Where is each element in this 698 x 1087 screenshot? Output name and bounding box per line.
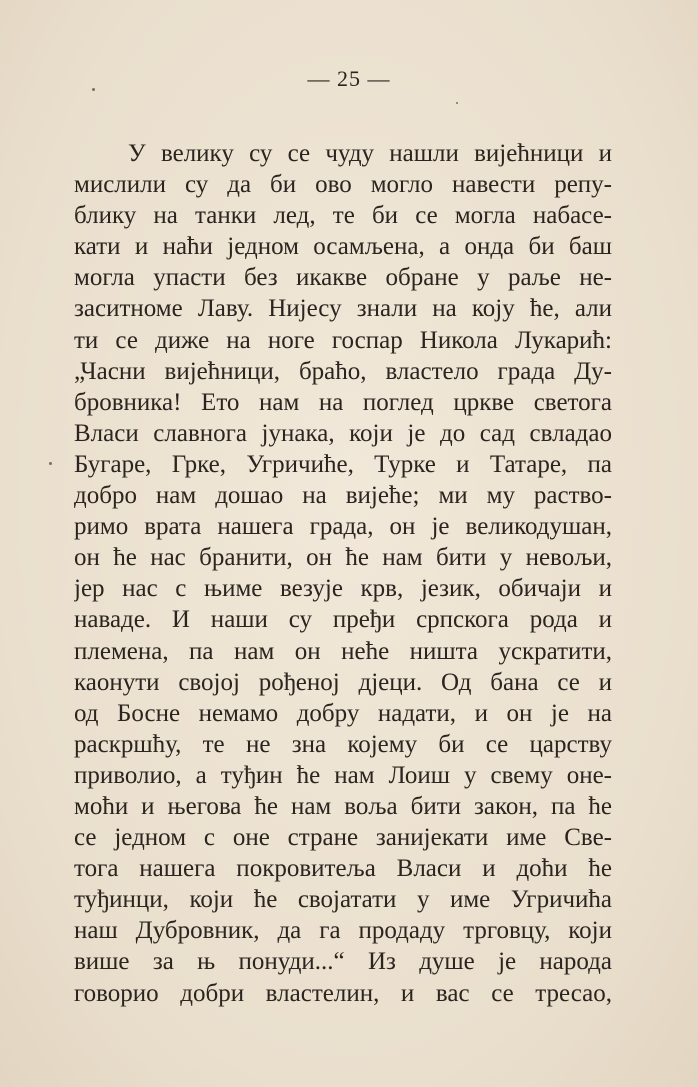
text-line: наваде. И наши су пређи српскога рода и [74, 606, 612, 634]
text-line: добро нам дошао на вијеће; ми му раство- [74, 482, 612, 510]
text-line: тога нашега покровитеља Власи и доћи ће [74, 855, 612, 883]
text-line: више за њ понуди...“ Из душе је народа [74, 948, 612, 976]
text-line: туђинци, који ће својатати у име Угричића [74, 886, 612, 914]
text-line: раскршћу, те не зна којему би се царству [74, 730, 612, 758]
text-line: У велику су се чуду нашли вијећници и [128, 140, 612, 167]
text-line: се једном с оне стране занијекати име Све- [74, 824, 612, 852]
text-line: бровника! Ето нам на поглед цркве светога [74, 388, 612, 416]
print-speck [49, 462, 52, 465]
text-line: кати и наћи једном осамљена, а онда би баш [74, 233, 612, 261]
text-line: „Часни вијећници, браћо, властело града Ду- [74, 357, 612, 385]
text-line: он ће нас бранити, он ће нам бити у невољи, [74, 544, 612, 572]
text-line: племена, па нам он неће ништа ускратити, [74, 637, 612, 665]
text-line: ти се диже на ноге госпар Никола Лукарић: [74, 326, 612, 354]
text-line: говорио добри властелин, и вас се тресао, [74, 979, 612, 1007]
text-line: од Босне немамо добру надати, и он је на [74, 699, 612, 727]
text-line: римо врата нашега града, он је великодушан, [74, 513, 612, 541]
text-line: Бугаре, Грке, Угричиће, Турке и Татаре, па [74, 450, 612, 478]
text-line: каонути својој рођеној дјеци. Од бана се и [74, 668, 612, 696]
print-speck [456, 102, 458, 104]
text-line: мислили су да би ово могло навести репу- [74, 171, 612, 199]
text-line: могла упасти без икакве обране у раље не- [74, 264, 612, 292]
text-line: моћи и његова ће нам воља бити закон, па ће [74, 792, 612, 820]
text-line: јер нас с њиме везује крв, језик, обичаји и [74, 575, 612, 603]
page-number: — 25 — [307, 66, 391, 91]
text-line: Власи славнога јунака, који је до сад свладао [74, 419, 612, 447]
text-line: приволио, а туђин ће нам Лоиш у свему оне- [74, 761, 612, 789]
text-line: наш Дубровник, да га продаду трговцу, који [74, 917, 612, 945]
text-line: заситноме Лаву. Нијесу знали на коју ће, али [74, 295, 612, 323]
text-line: блику на танки лед, те би се могла набасе- [74, 202, 612, 230]
body-text [74, 138, 612, 1009]
